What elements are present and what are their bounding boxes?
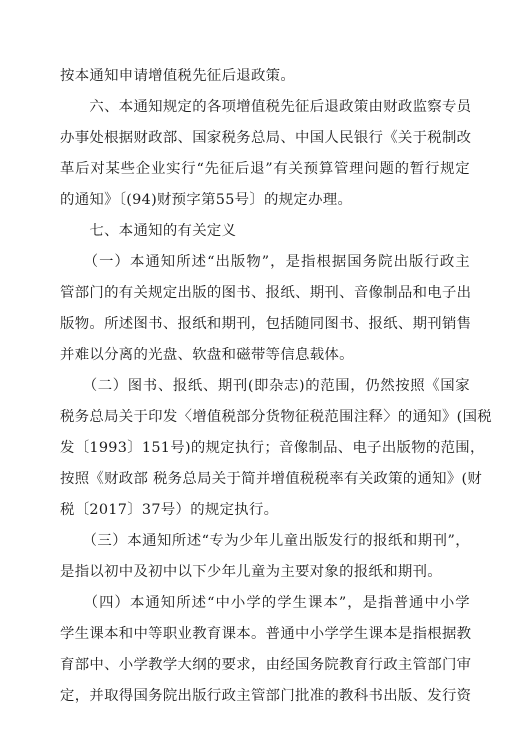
text-line: 学生课本和中等职业教育课本。普通中小学学生课本是指根据教 (60, 626, 472, 642)
text-line: （四）本通知所述“中小学的学生课本”，是指普通中小学 (60, 595, 470, 611)
text-line: 版物。所述图书、报纸和期刊，包括随同图书、报纸、期刊销售 (60, 316, 472, 332)
text-line: 办事处根据财政部、国家税务总局、中国人民银行《关于税制改 (60, 130, 472, 146)
text-line: 定，并取得国务院出版行政主管部门批准的教科书出版、发行资 (60, 688, 472, 704)
text-line: （一）本通知所述“出版物”，是指根据国务院出版行政主 (60, 254, 470, 270)
text-line: 并难以分离的光盘、软盘和磁带等信息载体。 (60, 347, 354, 363)
text-line: 六、本通知规定的各项增值税先征后退政策由财政监察专员 (60, 99, 472, 115)
text-line: 按照《财政部 税务总局关于简并增值税税率有关政策的通知》(财 (60, 471, 483, 487)
text-line: 按本通知申请增值税先征后退政策。 (60, 68, 296, 84)
text-line: 管部门的有关规定出版的图书、报纸、期刊、音像制品和电子出 (60, 285, 472, 301)
text-line: （三）本通知所述“专为少年儿童出版发行的报纸和期刊”， (60, 533, 470, 549)
text-line: 革后对某些企业实行“先征后退”有关预算管理问题的暂行规定 (60, 161, 470, 177)
text-line: 七、本通知的有关定义 (60, 223, 237, 239)
text-line: 发〔1993〕151号)的规定执行；音像制品、电子出版物的范围， (60, 440, 485, 456)
text-line: 的通知》〔(94)财预字第55号〕的规定办理。 (60, 192, 353, 208)
text-line: 育部中、小学教学大纲的要求，由经国务院教育行政主管部门审 (60, 657, 472, 673)
text-line: 税务总局关于印发〈增值税部分货物征税范围注释〉的通知》(国税 (60, 409, 492, 425)
text-line: 是指以初中及初中以下少年儿童为主要对象的报纸和期刊。 (60, 564, 442, 580)
text-line: 税〔2017〕37号）的规定执行。 (60, 502, 279, 518)
text-line: （二）图书、报纸、期刊(即杂志)的范围，仍然按照《国家 (60, 378, 470, 394)
